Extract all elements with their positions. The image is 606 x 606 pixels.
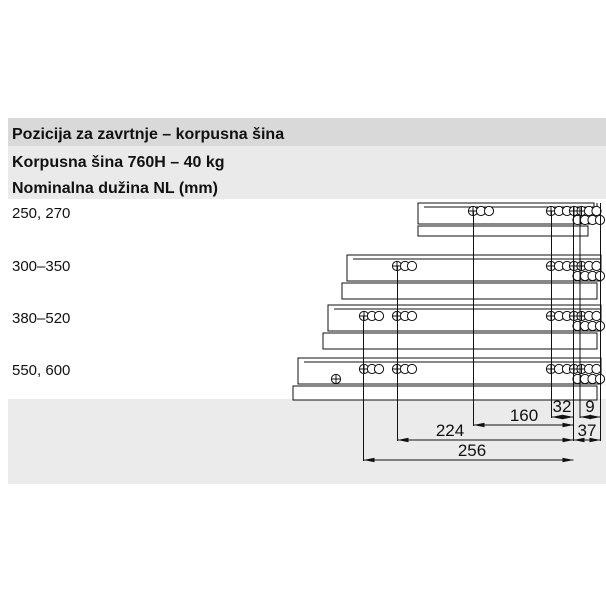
screw-hole-icon [484, 206, 493, 215]
dimension-value-256: 256 [457, 441, 487, 460]
rail-drawing-550-600 [293, 358, 605, 400]
rail-flange [418, 226, 588, 236]
screw-hole-icon [592, 261, 601, 270]
rail-drawing-380-520 [323, 305, 605, 349]
rail-drawing-250-270 [418, 203, 605, 236]
dimension-value-160: 160 [509, 406, 539, 425]
screw-hole-icon [407, 364, 416, 373]
dimension-value-37: 37 [577, 421, 597, 440]
screw-hole-icon [592, 364, 601, 373]
screw-hole-icon [407, 261, 416, 270]
screw-hole-icon [374, 311, 383, 320]
screw-hole-icon [592, 206, 601, 215]
row-label-380-520: 380–520 [12, 310, 71, 327]
screw-hole-icon [374, 364, 383, 373]
dimension-value-9: 9 [585, 397, 595, 416]
screw-hole-icon [592, 311, 601, 320]
dimension-value-32: 32 [552, 397, 572, 416]
rail-flange [342, 283, 597, 299]
dimension-value-224: 224 [435, 421, 465, 440]
row-label-300-350: 300–350 [12, 258, 71, 275]
row-label-250-270: 250, 270 [12, 205, 71, 222]
screw-hole-cross-icon [331, 374, 340, 383]
column-header-nominal-length: Nominalna dužina NL (mm) [12, 180, 218, 197]
page-title: Pozicija za zavrtnje – korpusna šina [12, 126, 285, 143]
screw-hole-icon [407, 311, 416, 320]
row-label-550-600: 550, 600 [12, 362, 71, 379]
rail-flange [323, 333, 597, 349]
page-subtitle: Korpusna šina 760H – 40 kg [12, 154, 225, 171]
